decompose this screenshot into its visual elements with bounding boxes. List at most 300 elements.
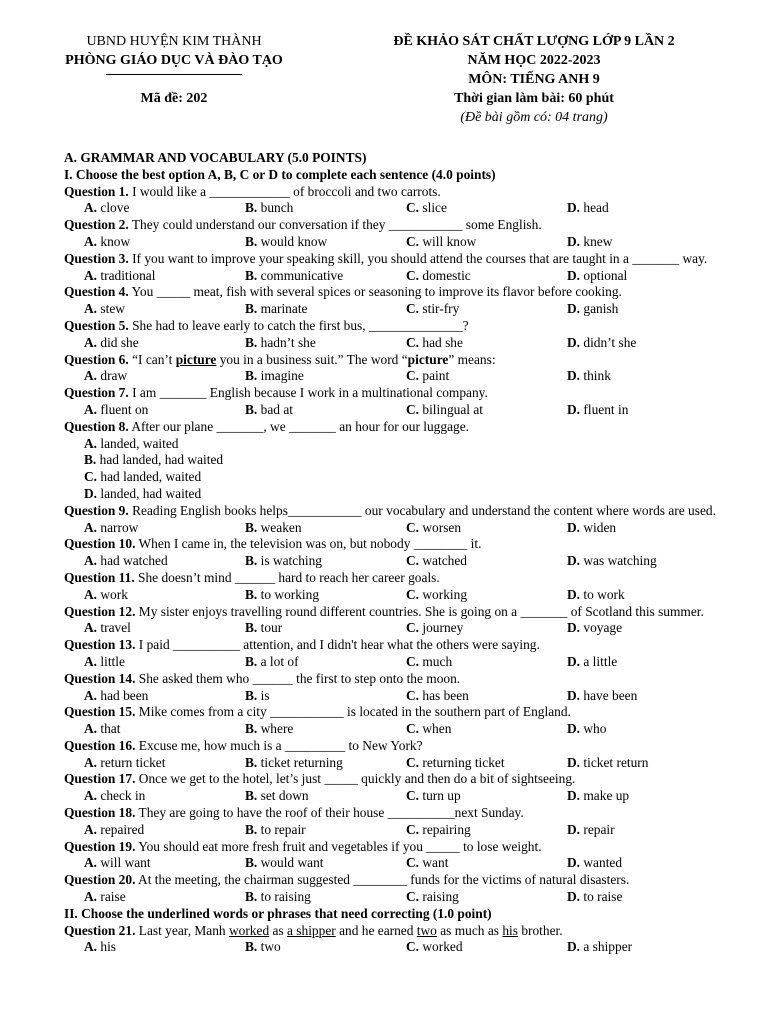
option-letter: D. <box>567 401 581 417</box>
option-letter: C. <box>406 721 420 737</box>
answer-option[interactable] <box>245 822 406 839</box>
answer-option[interactable] <box>567 335 728 352</box>
question-label: Question 14. <box>64 670 136 686</box>
department-name: PHÒNG GIÁO DỤC VÀ ĐÀO TẠO <box>65 53 283 68</box>
answer-option[interactable] <box>84 301 245 318</box>
time-limit: Thời gian làm bài: 60 phút <box>454 91 614 106</box>
question-item <box>64 184 728 218</box>
option-text: a little <box>583 653 618 669</box>
option-text: turn up <box>422 788 461 804</box>
question-stem <box>64 352 728 369</box>
answer-options <box>64 788 728 805</box>
question-item <box>64 704 728 738</box>
question-text: Once we get to the hotel, let’s just _____ quickly and then do a bit of sightseeing. <box>135 771 576 787</box>
option-letter: A. <box>84 620 98 636</box>
answer-option[interactable] <box>84 200 245 217</box>
question-label: Question 2. <box>64 217 129 233</box>
option-text: ticket return <box>583 754 649 770</box>
question-item <box>64 251 728 285</box>
option-text: travel <box>100 620 131 636</box>
option-letter: A. <box>84 267 98 283</box>
option-letter: C. <box>406 368 420 384</box>
question-stem <box>64 923 728 940</box>
question-text: I would like a ____________ of broccoli and two carrots. <box>128 183 441 199</box>
option-text: had watched <box>100 553 168 569</box>
answer-option[interactable] <box>245 721 406 738</box>
question-item <box>64 284 728 318</box>
option-letter: A. <box>84 821 98 837</box>
option-letter: B. <box>245 267 258 283</box>
option-text: hadn’t she <box>260 334 316 350</box>
option-text: draw <box>100 368 128 384</box>
option-text: a lot of <box>260 653 299 669</box>
question-label: Question 12. <box>64 603 136 619</box>
option-text: weaken <box>260 519 302 535</box>
option-letter: B. <box>245 721 258 737</box>
answer-option[interactable] <box>406 402 567 419</box>
option-text: repairing <box>422 821 471 837</box>
option-text: wanted <box>583 855 623 871</box>
answer-option[interactable] <box>567 688 728 705</box>
option-text: much <box>422 653 453 669</box>
option-letter: B. <box>245 754 258 770</box>
answer-option[interactable] <box>84 620 245 637</box>
question-item <box>64 637 728 671</box>
option-text: know <box>100 233 131 249</box>
answer-option[interactable] <box>84 553 245 570</box>
option-text: is watching <box>260 553 323 569</box>
option-text: two <box>260 939 281 955</box>
option-letter: D. <box>567 200 581 216</box>
answer-option[interactable] <box>406 335 567 352</box>
answer-option[interactable] <box>84 889 245 906</box>
option-letter: A. <box>84 553 98 569</box>
option-letter: D. <box>567 553 581 569</box>
option-letter: D. <box>567 721 581 737</box>
answer-options <box>64 402 728 419</box>
answer-option[interactable] <box>245 889 406 906</box>
underlined-phrase: two <box>416 922 437 938</box>
answer-option[interactable] <box>245 200 406 217</box>
question-text: She doesn’t mind ______ hard to reach her career goals. <box>134 569 440 585</box>
option-text: set down <box>260 788 309 804</box>
page-count-note: (Đề bài gồm có: 04 trang) <box>460 110 608 125</box>
answer-option[interactable] <box>567 553 728 570</box>
option-text: had she <box>422 334 463 350</box>
answer-option[interactable] <box>84 436 420 453</box>
answer-option[interactable] <box>567 755 728 772</box>
option-text: had landed, waited <box>100 469 202 485</box>
option-text: to raise <box>583 889 623 905</box>
answer-option[interactable] <box>245 688 406 705</box>
option-letter: B. <box>245 889 258 905</box>
answer-option[interactable] <box>567 620 728 637</box>
underlined-word-text: picture <box>175 351 217 367</box>
option-text: repair <box>583 821 615 837</box>
underlined-phrase: worked <box>228 922 270 938</box>
option-text: had landed, had waited <box>99 452 224 468</box>
answer-option[interactable] <box>245 301 406 318</box>
subject: MÔN: TIẾNG ANH 9 <box>468 72 600 87</box>
question-label: Question 21. <box>64 922 136 938</box>
option-letter: B. <box>245 653 258 669</box>
option-letter: B. <box>245 401 258 417</box>
option-text: check in <box>100 788 146 804</box>
option-letter: A. <box>84 721 98 737</box>
answer-option[interactable] <box>84 855 245 872</box>
question-text: and he earned <box>335 922 417 938</box>
option-letter: C. <box>406 401 420 417</box>
question-label: Question 16. <box>64 737 136 753</box>
option-letter: B. <box>245 519 258 535</box>
answer-option[interactable] <box>245 587 406 604</box>
option-text: tour <box>260 620 283 636</box>
answer-option[interactable] <box>406 755 567 772</box>
option-letter: B. <box>245 553 258 569</box>
answer-option[interactable] <box>406 301 567 318</box>
option-text: had been <box>100 687 149 703</box>
underlined-phrase: his <box>502 922 518 938</box>
answer-option[interactable] <box>406 822 567 839</box>
question-label: Question 4. <box>64 284 129 300</box>
answer-option[interactable] <box>84 688 245 705</box>
answer-option[interactable] <box>567 268 728 285</box>
question-item <box>64 805 728 839</box>
option-text: when <box>422 721 452 737</box>
option-letter: C. <box>406 754 420 770</box>
question-stem <box>64 704 728 721</box>
option-letter: D. <box>567 653 581 669</box>
option-letter: A. <box>84 435 98 451</box>
answer-option[interactable] <box>245 402 406 419</box>
option-text: head <box>583 200 609 216</box>
answer-option[interactable] <box>84 587 245 604</box>
answer-option[interactable] <box>84 788 245 805</box>
option-letter: C. <box>406 553 420 569</box>
answer-option[interactable] <box>406 688 567 705</box>
option-letter: C. <box>406 821 420 837</box>
answer-option[interactable] <box>406 654 567 671</box>
answer-option[interactable] <box>406 620 567 637</box>
answer-option[interactable] <box>406 200 567 217</box>
option-text: voyage <box>583 620 623 636</box>
option-letter: A. <box>84 855 98 871</box>
question-stem <box>64 419 728 436</box>
answer-option[interactable] <box>84 368 245 385</box>
answer-option[interactable] <box>406 855 567 872</box>
question-text: as much as <box>436 922 503 938</box>
option-letter: A. <box>84 889 98 905</box>
question-text: “I can’t <box>128 351 176 367</box>
option-letter: A. <box>84 687 98 703</box>
answer-option[interactable] <box>84 755 245 772</box>
answer-options <box>64 553 728 570</box>
question-text: They could understand our conversation if they ___________ some English. <box>128 217 542 233</box>
option-letter: A. <box>84 401 98 417</box>
answer-option[interactable] <box>406 520 567 537</box>
option-letter: C. <box>406 939 420 955</box>
option-letter: B. <box>245 687 258 703</box>
option-text: stir-fry <box>422 301 460 317</box>
option-text: traditional <box>100 267 156 283</box>
answer-option[interactable] <box>567 402 728 419</box>
option-text: raise <box>100 889 126 905</box>
question-label: Question 3. <box>64 250 129 266</box>
question-text: She had to leave early to catch the first bus, ______________? <box>128 317 469 333</box>
option-text: ticket returning <box>260 754 343 770</box>
answer-option[interactable] <box>245 620 406 637</box>
answer-option[interactable] <box>245 368 406 385</box>
question-stem <box>64 805 728 822</box>
option-text: didn’t she <box>583 334 637 350</box>
option-text: little <box>100 653 125 669</box>
answer-option[interactable] <box>84 939 245 956</box>
answer-option[interactable] <box>245 788 406 805</box>
question-text: Excuse me, how much is a _________ to New York? <box>135 737 423 753</box>
option-text: paint <box>422 368 450 384</box>
answer-option[interactable] <box>84 469 420 486</box>
question-item <box>64 671 728 705</box>
option-letter: D. <box>567 889 581 905</box>
question-item <box>64 503 728 537</box>
option-letter: C. <box>406 233 420 249</box>
option-text: fluent in <box>583 401 629 417</box>
option-letter: A. <box>84 653 98 669</box>
option-text: was watching <box>583 553 657 569</box>
question-text: At the meeting, the chairman suggested ________ funds for the victims of natural disasters. <box>135 872 630 888</box>
answer-option[interactable] <box>567 200 728 217</box>
option-text: will know <box>422 233 477 249</box>
answer-option[interactable] <box>84 234 245 251</box>
answer-option[interactable] <box>406 553 567 570</box>
question-text: If you want to improve your speaking skill, you should attend the courses that are taught in a _______ way. <box>128 250 708 266</box>
question-item <box>64 738 728 772</box>
option-text: bunch <box>260 200 294 216</box>
option-text: want <box>422 855 449 871</box>
answer-option[interactable] <box>567 301 728 318</box>
option-letter: D. <box>567 301 581 317</box>
option-text: bilingual at <box>422 401 484 417</box>
option-text: ganish <box>583 301 619 317</box>
option-letter: B. <box>245 821 258 837</box>
header-divider <box>106 74 242 75</box>
answer-option[interactable] <box>567 368 728 385</box>
question-stem <box>64 604 728 621</box>
option-letter: D. <box>567 687 581 703</box>
answer-option[interactable] <box>406 268 567 285</box>
option-letter: B. <box>245 788 258 804</box>
answer-option[interactable] <box>245 939 406 956</box>
answer-options <box>64 654 728 671</box>
option-text: widen <box>583 519 617 535</box>
question-stem <box>64 184 728 201</box>
part-1-instruction: I. Choose the best option A, B, C or D to complete each sentence (4.0 points) <box>64 166 496 182</box>
question-item <box>64 771 728 805</box>
answer-options <box>64 620 728 637</box>
answer-option[interactable] <box>406 368 567 385</box>
answer-option[interactable] <box>245 234 406 251</box>
answer-option[interactable] <box>406 939 567 956</box>
question-text: They are going to have the roof of their house __________next Sunday. <box>135 805 524 821</box>
question-stem <box>64 570 728 587</box>
answer-option[interactable] <box>567 721 728 738</box>
answer-option[interactable] <box>84 822 245 839</box>
answer-option[interactable] <box>84 402 245 419</box>
answer-option[interactable] <box>245 520 406 537</box>
underlined-phrase: a shipper <box>287 922 336 938</box>
answer-option[interactable] <box>567 234 728 251</box>
answer-option[interactable] <box>406 587 567 604</box>
question-stem <box>64 536 728 553</box>
option-letter: A. <box>84 754 98 770</box>
option-text: have been <box>583 687 638 703</box>
answer-option[interactable] <box>245 553 406 570</box>
school-year: NĂM HỌC 2022-2023 <box>467 53 601 68</box>
answer-option[interactable] <box>84 654 245 671</box>
answer-options <box>64 234 728 251</box>
header-left <box>40 32 308 108</box>
question-item <box>64 352 728 386</box>
option-text: where <box>260 721 294 737</box>
question-label: Question 20. <box>64 872 136 888</box>
option-letter: B. <box>245 939 258 955</box>
question-stem <box>64 872 728 889</box>
question-text: She asked them who ______ the first to step onto the moon. <box>135 670 461 686</box>
part-2-questions <box>64 923 728 957</box>
answer-option[interactable] <box>245 654 406 671</box>
question-text: I am _______ English because I work in a multinational company. <box>128 385 488 401</box>
answer-option[interactable] <box>245 855 406 872</box>
option-text: stew <box>100 301 125 317</box>
option-letter: D. <box>567 821 581 837</box>
answer-option[interactable] <box>84 721 245 738</box>
option-text: imagine <box>260 368 304 384</box>
option-text: bad at <box>260 401 293 417</box>
answer-option[interactable] <box>567 939 728 956</box>
answer-option[interactable] <box>245 755 406 772</box>
answer-options <box>64 200 728 217</box>
option-letter: B. <box>245 368 258 384</box>
option-text: who <box>583 721 607 737</box>
option-letter: D. <box>567 788 581 804</box>
part-1-questions <box>64 184 728 906</box>
question-stem <box>64 318 728 335</box>
option-letter: D. <box>567 620 581 636</box>
exam-content <box>64 150 728 956</box>
answer-option[interactable] <box>567 654 728 671</box>
answer-option[interactable] <box>567 587 728 604</box>
answer-options <box>64 335 728 352</box>
option-letter: B. <box>84 452 97 468</box>
option-letter: B. <box>245 233 258 249</box>
answer-option[interactable] <box>567 788 728 805</box>
underlined-word <box>176 352 217 367</box>
question-text: I paid __________ attention, and I didn't hear what the others were saying. <box>135 637 540 653</box>
answer-option[interactable] <box>84 452 420 469</box>
question-label: Question 15. <box>64 704 136 720</box>
question-text: Reading English books helps___________ our vocabulary and understand the content where words are used. <box>128 502 716 518</box>
question-label: Question 1. <box>64 183 129 199</box>
answer-option[interactable] <box>567 855 728 872</box>
answer-option[interactable] <box>406 889 567 906</box>
option-text: to repair <box>260 821 306 837</box>
option-text: optional <box>583 267 628 283</box>
question-label: Question 10. <box>64 536 136 552</box>
option-text: watched <box>422 553 468 569</box>
question-stem <box>64 671 728 688</box>
option-letter: C. <box>406 855 420 871</box>
option-letter: A. <box>84 334 98 350</box>
option-letter: A. <box>84 939 98 955</box>
option-text: will want <box>100 855 151 871</box>
option-text: a shipper <box>583 939 633 955</box>
question-label: Question 18. <box>64 805 136 821</box>
question-text: You _____ meat, fish with several spices or seasoning to improve its flavor before cooking. <box>128 284 622 300</box>
question-label: Question 13. <box>64 637 136 653</box>
option-text: that <box>100 721 121 737</box>
option-letter: C. <box>406 519 420 535</box>
question-text: Last year, Manh <box>135 922 229 938</box>
answer-options <box>64 755 728 772</box>
option-letter: D. <box>567 519 581 535</box>
question-label: Question 9. <box>64 502 129 518</box>
option-letter: B. <box>245 620 258 636</box>
answer-option[interactable] <box>84 520 245 537</box>
answer-option[interactable] <box>245 335 406 352</box>
answer-option[interactable] <box>567 520 728 537</box>
question-item <box>64 923 728 957</box>
answer-option[interactable] <box>406 788 567 805</box>
answer-option[interactable] <box>84 335 245 352</box>
option-letter: D. <box>567 368 581 384</box>
question-text: You should eat more fresh fruit and vegetables if you _____ to lose weight. <box>135 838 542 854</box>
answer-options <box>64 721 728 738</box>
option-text: domestic <box>422 267 471 283</box>
section-a-title: A. GRAMMAR AND VOCABULARY (5.0 POINTS) <box>64 150 367 165</box>
option-text: think <box>583 368 611 384</box>
option-text: marinate <box>260 301 308 317</box>
option-text: return ticket <box>100 754 166 770</box>
option-letter: C. <box>406 334 420 350</box>
question-stem <box>64 284 728 301</box>
answer-option[interactable] <box>406 721 567 738</box>
option-letter: C. <box>406 200 420 216</box>
option-letter: D. <box>567 233 581 249</box>
answer-option[interactable] <box>84 486 420 503</box>
part-2-instruction: II. Choose the underlined words or phrases that need correcting (1.0 point) <box>64 905 492 921</box>
option-text: fluent on <box>100 401 149 417</box>
option-text: is <box>260 687 270 703</box>
answer-options <box>64 855 728 872</box>
header-right <box>348 32 720 127</box>
question-label: Question 6. <box>64 351 129 367</box>
option-letter: A. <box>84 788 98 804</box>
option-letter: D. <box>567 586 581 602</box>
answer-option[interactable] <box>84 268 245 285</box>
answer-options <box>64 939 728 956</box>
option-letter: D. <box>567 334 581 350</box>
option-text: landed, waited <box>100 435 179 451</box>
question-label: Question 17. <box>64 771 136 787</box>
answer-option[interactable] <box>567 889 728 906</box>
question-item <box>64 318 728 352</box>
answer-option[interactable] <box>406 234 567 251</box>
answer-option[interactable] <box>245 268 406 285</box>
answer-options <box>64 301 728 318</box>
answer-option[interactable] <box>567 822 728 839</box>
answer-options <box>64 268 728 285</box>
option-text: clove <box>100 200 130 216</box>
